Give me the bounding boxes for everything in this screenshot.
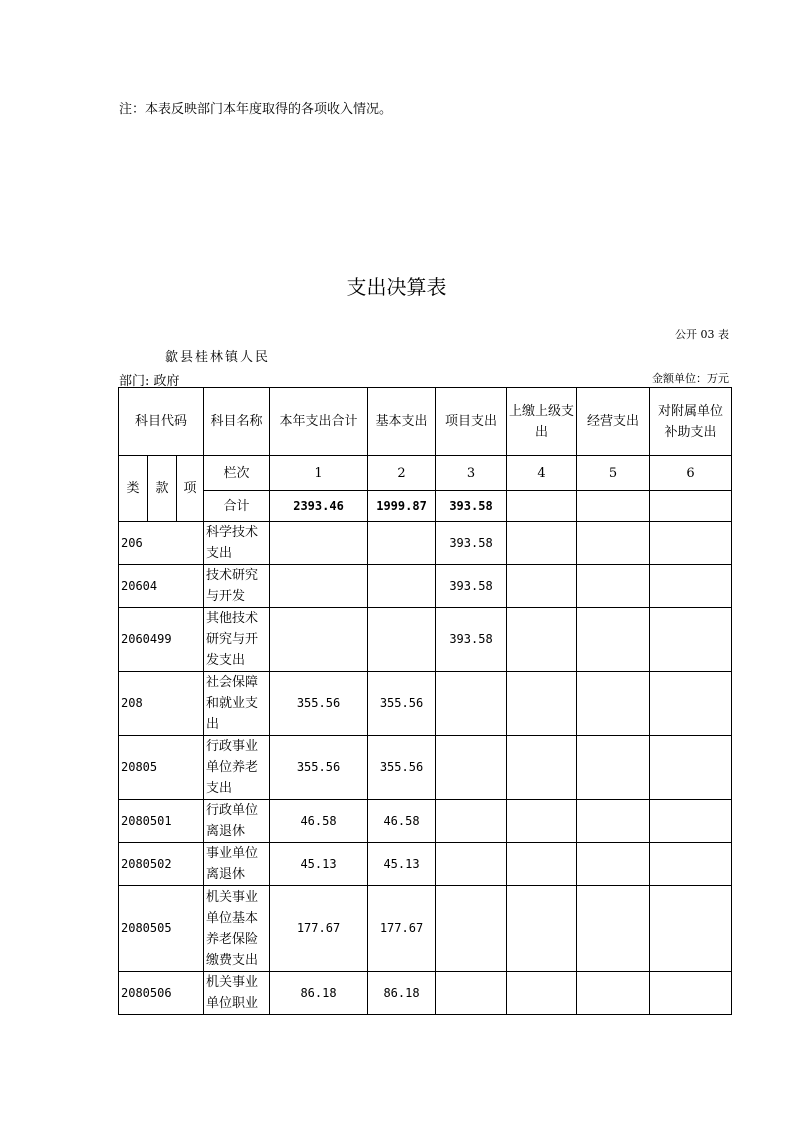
subject-name: 技术研究与开发 <box>204 565 270 608</box>
basic-expenditure <box>368 565 436 608</box>
header-project: 项目支出 <box>436 388 507 456</box>
basic-expenditure: 45.13 <box>368 843 436 886</box>
header-upper: 上缴上级支出 <box>507 388 577 456</box>
upper-remittance <box>507 672 577 736</box>
table-row <box>119 608 732 672</box>
total-expenditure <box>270 608 368 672</box>
table-row <box>119 736 732 800</box>
business-expenditure <box>577 736 650 800</box>
total-expenditure: 177.67 <box>270 886 368 972</box>
project-expenditure <box>436 843 507 886</box>
form-number: 公开 03 表 <box>675 328 729 341</box>
upper-remittance <box>507 886 577 972</box>
subsidy-expenditure <box>650 672 732 736</box>
subsidy-expenditure <box>650 843 732 886</box>
upper-remittance <box>507 522 577 565</box>
subject-name: 事业单位离退休 <box>204 843 270 886</box>
header-xiang: 项 <box>177 456 204 522</box>
subject-code: 20805 <box>119 736 204 800</box>
total-expenditure: 86.18 <box>270 972 368 1015</box>
subject-name: 其他技术研究与开发支出 <box>204 608 270 672</box>
subsidy-expenditure <box>650 565 732 608</box>
project-expenditure <box>436 672 507 736</box>
basic-expenditure: 355.56 <box>368 736 436 800</box>
basic-expenditure: 86.18 <box>368 972 436 1015</box>
total-expenditure: 355.56 <box>270 672 368 736</box>
upper-remittance <box>507 736 577 800</box>
subsidy-expenditure <box>650 800 732 843</box>
subject-code: 20604 <box>119 565 204 608</box>
header-business: 经营支出 <box>577 388 650 456</box>
basic-expenditure <box>368 522 436 565</box>
column-number-row <box>119 456 732 491</box>
subject-name: 行政事业单位养老支出 <box>204 736 270 800</box>
project-expenditure: 393.58 <box>436 522 507 565</box>
total-expenditure: 355.56 <box>270 736 368 800</box>
project-expenditure: 393.58 <box>436 608 507 672</box>
footnote: 注：本表反映部门本年度取得的各项收入情况。 <box>119 102 393 117</box>
col-num: 2 <box>368 456 436 491</box>
business-expenditure <box>577 800 650 843</box>
upper-remittance <box>507 608 577 672</box>
business-expenditure <box>577 886 650 972</box>
subject-name: 科学技术支出 <box>204 522 270 565</box>
table-row <box>119 972 732 1015</box>
subject-name: 行政单位离退休 <box>204 800 270 843</box>
upper-remittance <box>507 972 577 1015</box>
basic-expenditure: 177.67 <box>368 886 436 972</box>
business-expenditure <box>577 565 650 608</box>
business-expenditure <box>577 608 650 672</box>
subject-code: 2080502 <box>119 843 204 886</box>
department-name: 歙县桂林镇人民 <box>165 350 271 365</box>
basic-expenditure: 355.56 <box>368 672 436 736</box>
project-expenditure: 393.58 <box>436 565 507 608</box>
upper-remittance <box>507 843 577 886</box>
header-code: 科目代码 <box>119 388 204 456</box>
col-num: 6 <box>650 456 732 491</box>
table-row <box>119 800 732 843</box>
total-value <box>577 491 650 522</box>
header-kuan: 款 <box>148 456 177 522</box>
subject-code: 2060499 <box>119 608 204 672</box>
header-heji: 合计 <box>204 491 270 522</box>
subsidy-expenditure <box>650 972 732 1015</box>
subject-code: 2080505 <box>119 886 204 972</box>
project-expenditure <box>436 972 507 1015</box>
subsidy-expenditure <box>650 608 732 672</box>
header-name: 科目名称 <box>204 388 270 456</box>
business-expenditure <box>577 522 650 565</box>
total-expenditure: 45.13 <box>270 843 368 886</box>
project-expenditure <box>436 886 507 972</box>
subject-name: 机关事业单位职业 <box>204 972 270 1015</box>
totals-row <box>119 491 732 522</box>
total-value: 2393.46 <box>270 491 368 522</box>
subject-code: 208 <box>119 672 204 736</box>
project-expenditure <box>436 736 507 800</box>
subject-code: 2080506 <box>119 972 204 1015</box>
upper-remittance <box>507 565 577 608</box>
project-expenditure <box>436 800 507 843</box>
header-total: 本年支出合计 <box>270 388 368 456</box>
business-expenditure <box>577 672 650 736</box>
total-expenditure <box>270 522 368 565</box>
subject-name: 社会保障和就业支出 <box>204 672 270 736</box>
header-row <box>119 388 732 456</box>
business-expenditure <box>577 843 650 886</box>
header-lanci: 栏次 <box>204 456 270 491</box>
table-row <box>119 565 732 608</box>
total-value <box>507 491 577 522</box>
total-expenditure: 46.58 <box>270 800 368 843</box>
basic-expenditure <box>368 608 436 672</box>
department-label: 部门: 政府 <box>119 374 180 389</box>
subsidy-expenditure <box>650 736 732 800</box>
total-value <box>650 491 732 522</box>
subsidy-expenditure <box>650 886 732 972</box>
subject-code: 206 <box>119 522 204 565</box>
expenditure-table <box>118 387 732 1015</box>
col-num: 5 <box>577 456 650 491</box>
upper-remittance <box>507 800 577 843</box>
subject-name: 机关事业单位基本养老保险缴费支出 <box>204 886 270 972</box>
table-title: 支出决算表 <box>346 275 447 299</box>
table-row <box>119 672 732 736</box>
table-row <box>119 522 732 565</box>
header-basic: 基本支出 <box>368 388 436 456</box>
amount-unit: 金额单位：万元 <box>652 372 729 385</box>
col-num: 3 <box>436 456 507 491</box>
table-row <box>119 843 732 886</box>
subject-code: 2080501 <box>119 800 204 843</box>
business-expenditure <box>577 972 650 1015</box>
col-num: 1 <box>270 456 368 491</box>
total-expenditure <box>270 565 368 608</box>
subsidy-expenditure <box>650 522 732 565</box>
total-value: 1999.87 <box>368 491 436 522</box>
total-value: 393.58 <box>436 491 507 522</box>
header-lei: 类 <box>119 456 148 522</box>
header-subsidy: 对附属单位补助支出 <box>650 388 732 456</box>
table-row <box>119 886 732 972</box>
col-num: 4 <box>507 456 577 491</box>
basic-expenditure: 46.58 <box>368 800 436 843</box>
